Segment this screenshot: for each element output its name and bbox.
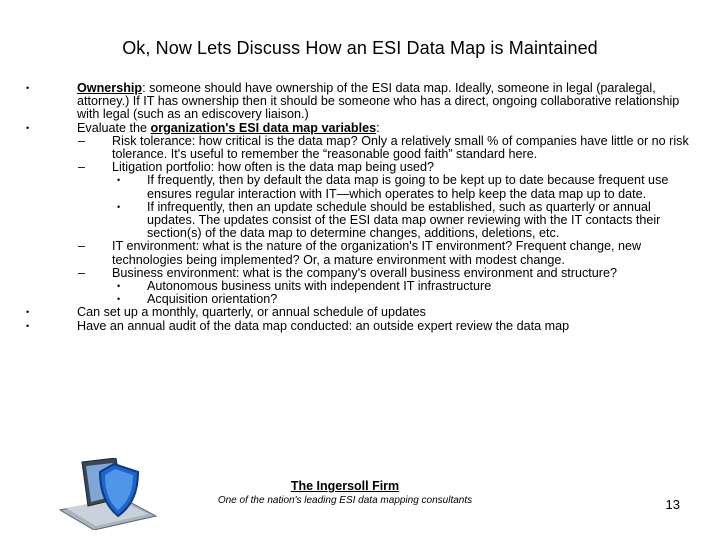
- variables-label: organization's ESI data map variables: [150, 120, 377, 135]
- firm-name: The Ingersoll Firm: [290, 479, 400, 493]
- litigation-frequent-text: If frequently, then by default the data map is going to be kept up to date because frequent use ensures regular interaction with IT—which operates to help keep the data map up to date.: [147, 173, 669, 201]
- list-item: [20, 82, 690, 122]
- bullet-marker: •: [117, 294, 121, 305]
- dash-marker: –: [78, 160, 86, 175]
- dash-marker: –: [78, 265, 86, 280]
- business-environment-text: Business environment: what is the company's overall business environment and structure?: [112, 265, 618, 280]
- ownership-label: Ownership: [77, 81, 143, 95]
- slide-title: Ok, Now Lets Discuss How an ESI Data Map is Maintained: [122, 38, 598, 58]
- list-item: [20, 174, 690, 200]
- list-item: [20, 135, 690, 161]
- bullet-marker: •: [26, 307, 30, 318]
- bullet-list: [20, 82, 690, 333]
- bullet-marker: •: [26, 122, 30, 133]
- ownership-text: : someone should have ownership of the ESI data map. Ideally, someone in legal (paralegal, attorney.) If IT has ownership then it should be someone who has a direct, ongoing collaborative relationship with legal (such as an ediscovery liaison.): [77, 81, 680, 122]
- bullet-marker: •: [117, 175, 121, 186]
- page-number: 13: [665, 497, 680, 512]
- list-item: [20, 320, 690, 333]
- dash-marker: –: [78, 239, 86, 254]
- bullet-marker: •: [117, 281, 121, 292]
- bullet-marker: •: [26, 320, 30, 331]
- litigation-portfolio-text: Litigation portfolio: how often is the data map being used?: [112, 160, 435, 175]
- it-environment-text: IT environment: what is the nature of the organization's IT environment? Frequent change, new technologies being implemented? Or, a mature environment with modest change.: [112, 239, 642, 267]
- bullet-marker: •: [117, 201, 121, 212]
- schedule-text: Can set up a monthly, quarterly, or annual schedule of updates: [77, 305, 426, 320]
- bullet-marker: •: [26, 83, 30, 93]
- firm-tagline: One of the nation's leading ESI data mapping consultants: [217, 495, 473, 506]
- variables-pre: Evaluate the: [77, 120, 151, 135]
- litigation-infrequent-text: If infrequently, then an update schedule should be established, such as quarterly or annual updates. The updates consist of the ESI data map owner reviewing with the IT contacts their section(s) of the data map to determine changes, additions, deletions, etc.: [147, 199, 661, 241]
- variables-post: :: [376, 120, 380, 135]
- acquisition-text: Acquisition orientation?: [147, 292, 278, 307]
- autonomous-units-text: Autonomous business units with independent IT infrastructure: [147, 279, 492, 294]
- shield-laptop-icon: [52, 458, 162, 530]
- list-item: [20, 280, 690, 293]
- dash-marker: –: [78, 133, 86, 148]
- list-item: [20, 201, 690, 241]
- audit-text: Have an annual audit of the data map conducted: an outside expert review the data map: [77, 318, 570, 333]
- risk-tolerance-text: Risk tolerance: how critical is the data map? Only a relatively small % of companies have little or no risk tolerance. It's useful to remember the “reasonable good faith” standard here.: [112, 133, 689, 162]
- list-item: [20, 240, 690, 266]
